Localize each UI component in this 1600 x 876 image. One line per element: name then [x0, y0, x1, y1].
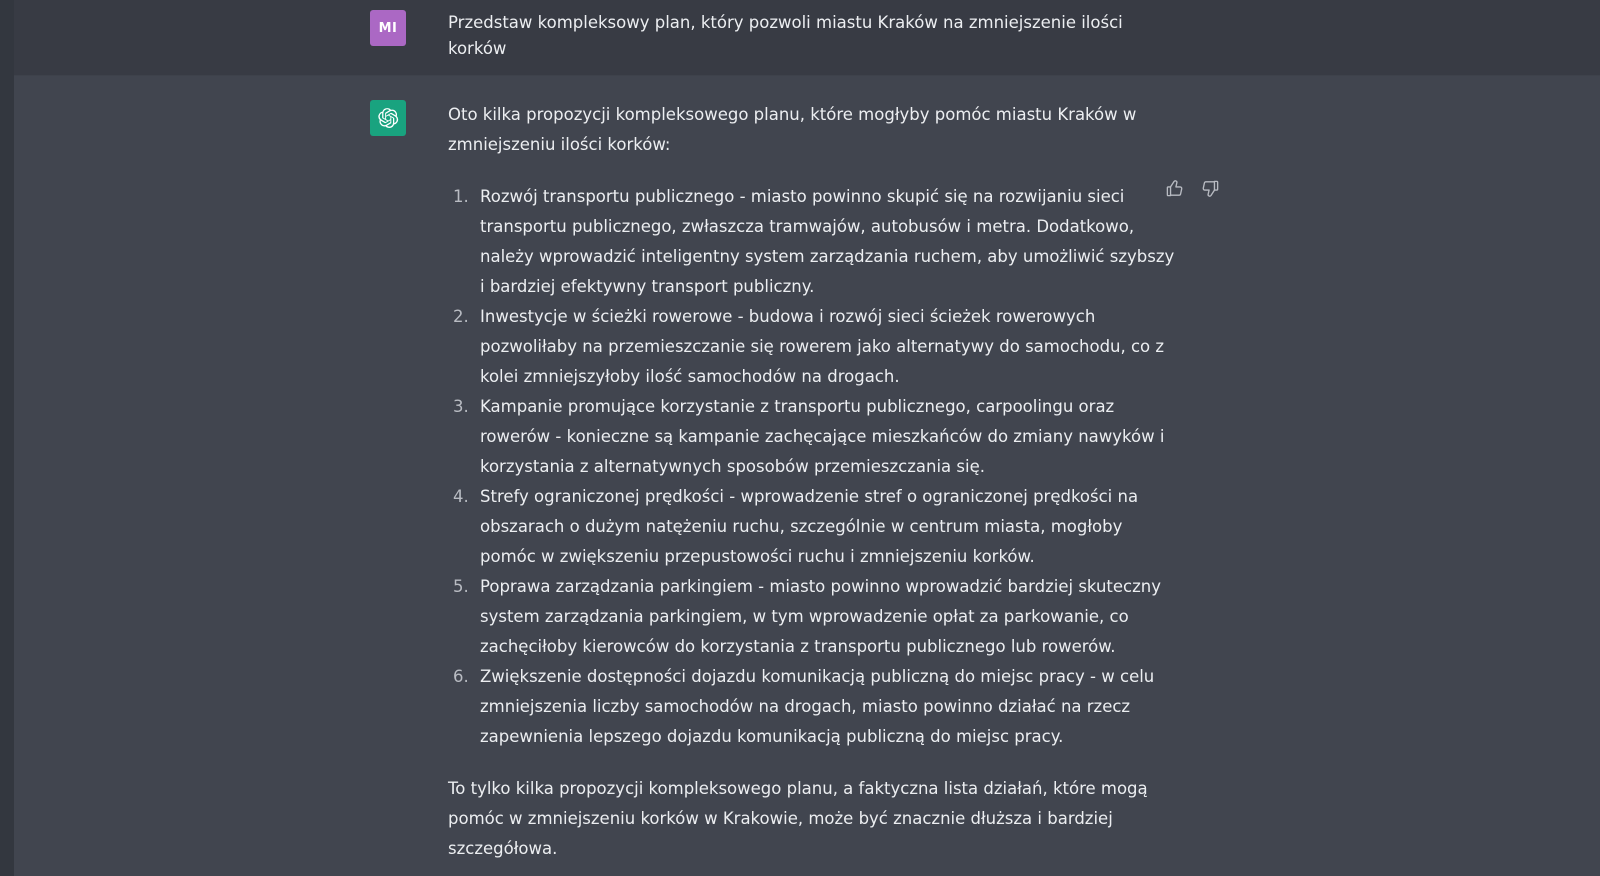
assistant-intro-paragraph: Oto kilka propozycji kompleksowego planu, które mogłyby pomóc miastu Kraków w zmniejszeniu ilości korków: [448, 105, 1137, 154]
list-item: 2. Inwestycje w ścieżki rowerowe - budowa i rozwój sieci ścieżek rowerowych pozwoliłaby na przemieszczanie się rowerem jako alternatywy do samochodu, co z kolei zmniejszyłoby ilość samochodów na drogach. [474, 302, 1178, 392]
assistant-message-body [448, 100, 1178, 864]
openai-logo-icon [370, 100, 406, 136]
list-item: 1. Rozwój transportu publicznego - miasto powinno skupić się na rozwijaniu sieci transportu publicznego, zwłaszcza tramwajów, autobusów i metra. Dodatkowo, należy wprowadzić inteligentny system zarządzania ruchem, aby umożliwić szybszy i bardziej efektywny transport publiczny. [474, 182, 1178, 302]
list-item: 3. Kampanie promujące korzystanie z transportu publicznego, carpoolingu oraz rowerów - konieczne są kampanie zachęcające mieszkańców do zmiany nawyków i korzystania z alternatywnych sposobów przemieszczania się. [474, 392, 1178, 482]
list-item: 4. Strefy ograniczonej prędkości - wprowadzenie stref o ograniczonej prędkości na obszarach o dużym natężeniu ruchu, szczególnie w centrum miasta, mogłoby pomóc w zwiększeniu przepustowości ruchu i zmniejszeniu korków. [474, 482, 1178, 572]
assistant-message-turn [14, 76, 1600, 876]
thumbs-down-icon[interactable] [1200, 178, 1220, 198]
list-item: 6. Zwiększenie dostępności dojazdu komunikacją publiczną do miejsc pracy - w celu zmniejszenia liczby samochodów na drogach, miasto powinno działać na rzecz zapewnienia lepszego dojazdu komunikacją publiczną do miejsc pracy. [474, 662, 1178, 752]
user-message-text: Przedstaw kompleksowy plan, który pozwoli miastu Kraków na zmniejszenie ilości korków [448, 13, 1123, 58]
plan-list [448, 182, 1178, 752]
assistant-message-row [370, 100, 1178, 864]
feedback-controls [1164, 178, 1220, 198]
list-item: 5. Poprawa zarządzania parkingiem - miasto powinno wprowadzić bardziej skuteczny system zarządzania parkingiem, w tym wprowadzenie opłat za parkowanie, co zachęciłoby kierowców do korzystania z transportu publicznego lub rowerów. [474, 572, 1178, 662]
user-message-row [370, 10, 1168, 62]
user-message-turn [14, 0, 1600, 76]
left-edge-rail [0, 0, 14, 876]
avatar: MI [370, 10, 406, 46]
assistant-outro-paragraph: To tylko kilka propozycji kompleksowego planu, a faktyczna lista działań, które mogą pomóc w zmniejszeniu korków w Krakowie, może być znacznie dłuższa i bardziej szczegółowa. [448, 779, 1148, 858]
thumbs-up-icon[interactable] [1164, 178, 1184, 198]
